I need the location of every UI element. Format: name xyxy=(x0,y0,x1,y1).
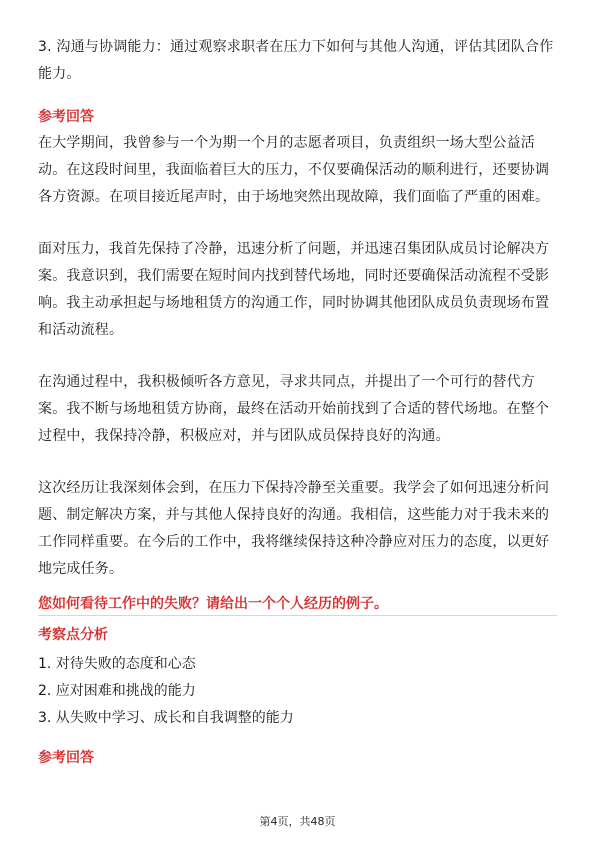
section-divider xyxy=(38,615,557,616)
text-line: 案。我意识到，我们需要在短时间内找到替代场地，同时还要确保活动流程不受影 xyxy=(38,268,550,284)
analysis-heading: 考察点分析 xyxy=(38,627,108,643)
reference-answer-heading: 参考回答 xyxy=(38,109,94,125)
list-item: 2. 应对困难和挑战的能力 xyxy=(38,683,196,699)
page-number: 第4页，共48页 xyxy=(259,815,336,828)
text-line: 3. 沟通与协调能力：通过观察求职者在压力下如何与其他人沟通，评估其团队合作 xyxy=(38,39,554,55)
text-line: 题、制定解决方案，并与其他人保持良好的沟通。我相信，这些能力对于我未来的 xyxy=(38,507,550,523)
answer-paragraph-3 xyxy=(38,369,557,450)
list-item: 3. 从失败中学习、成长和自我调整的能力 xyxy=(38,710,294,726)
reference-answer-heading: 参考回答 xyxy=(38,750,94,766)
text-line: 动。在这段时间里，我面临着巨大的压力，不仅要确保活动的顺利进行，还要协调 xyxy=(38,162,550,178)
text-line: 在沟通过程中，我积极倾听各方意见，寻求共同点，并提出了一个可行的替代方 xyxy=(38,374,535,390)
text-line: 这次经历让我深刻体会到，在压力下保持冷静至关重要。我学会了如何迅速分析问 xyxy=(38,480,550,496)
text-line: 在大学期间，我曾参与一个为期一个月的志愿者项目，负责组织一场大型公益活 xyxy=(38,135,535,151)
list-item: 1. 对待失败的态度和心态 xyxy=(38,656,196,672)
text-line: 过程中，我保持冷静，积极应对，并与团队成员保持良好的沟通。 xyxy=(38,428,450,444)
text-line: 工作同样重要。在今后的工作中，我将继续保持这种冷静应对压力的态度，以更好 xyxy=(38,534,550,550)
answer-paragraph-2 xyxy=(38,236,557,344)
answer-paragraph-1 xyxy=(38,130,557,211)
analysis-list xyxy=(38,651,557,732)
answer-paragraph-4 xyxy=(38,475,557,583)
text-line: 和活动流程。 xyxy=(38,322,124,338)
text-line: 面对压力，我首先保持了冷静，迅速分析了问题，并迅速召集团队成员讨论解决方 xyxy=(38,241,550,257)
intro-paragraph xyxy=(38,34,557,88)
text-line: 各方资源。在项目接近尾声时，由于场地突然出现故障，我们面临了严重的困难。 xyxy=(38,189,550,205)
text-line: 地完成任务。 xyxy=(38,561,124,577)
text-line: 响。我主动承担起与场地租赁方的沟通工作，同时协调其他团队成员负责现场布置 xyxy=(38,295,550,311)
text-line: 案。我不断与场地租赁方协商，最终在活动开始前找到了合适的替代场地。在整个 xyxy=(38,401,550,417)
question-heading: 您如何看待工作中的失败？请给出一个个人经历的例子。 xyxy=(38,596,388,612)
text-line: 能力。 xyxy=(38,66,81,82)
